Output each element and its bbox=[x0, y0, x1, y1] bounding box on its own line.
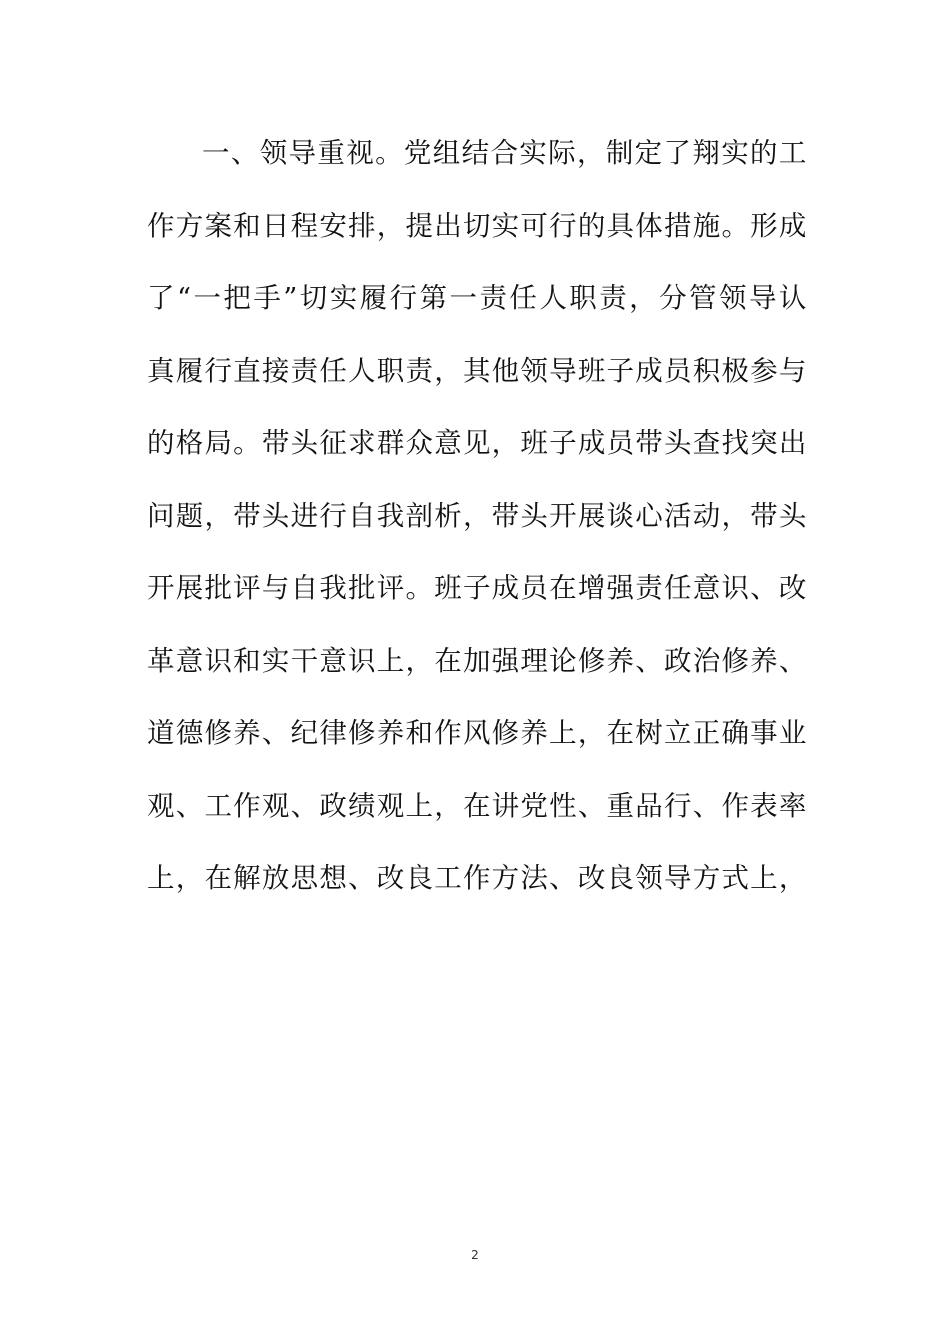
text-line: 观、工作观、政绩观上，在讲党性、重品行、作表率 bbox=[147, 789, 807, 822]
text-line: 真履行直接责任人职责，其他领导班子成员积极参与 bbox=[147, 354, 807, 387]
text-line: 革意识和实干意识上，在加强理论修养、政治修养、 bbox=[147, 644, 807, 677]
body-paragraph bbox=[147, 124, 807, 922]
text-line: 开展批评与自我批评。班子成员在增强责任意识、改 bbox=[147, 572, 807, 604]
text-line: 了“一把手”切实履行第一责任人职责，分管领导认 bbox=[147, 282, 807, 314]
text-line: 的格局。带头征求群众意见，班子成员带头查找突出 bbox=[147, 427, 807, 459]
page-number: 2 bbox=[471, 1248, 479, 1262]
text-line: 上，在解放思想、改良工作方法、改良领导方式上， bbox=[147, 862, 807, 894]
text-line: 作方案和日程安排，提出切实可行的具体措施。形成 bbox=[147, 209, 807, 242]
text-line: 问题，带头进行自我剖析，带头开展谈心活动，带头 bbox=[147, 499, 807, 532]
text-line: 一、领导重视。党组结合实际，制定了翔实的工 bbox=[202, 137, 807, 169]
text-line: 道德修养、纪律修养和作风修养上，在树立正确事业 bbox=[147, 717, 807, 749]
